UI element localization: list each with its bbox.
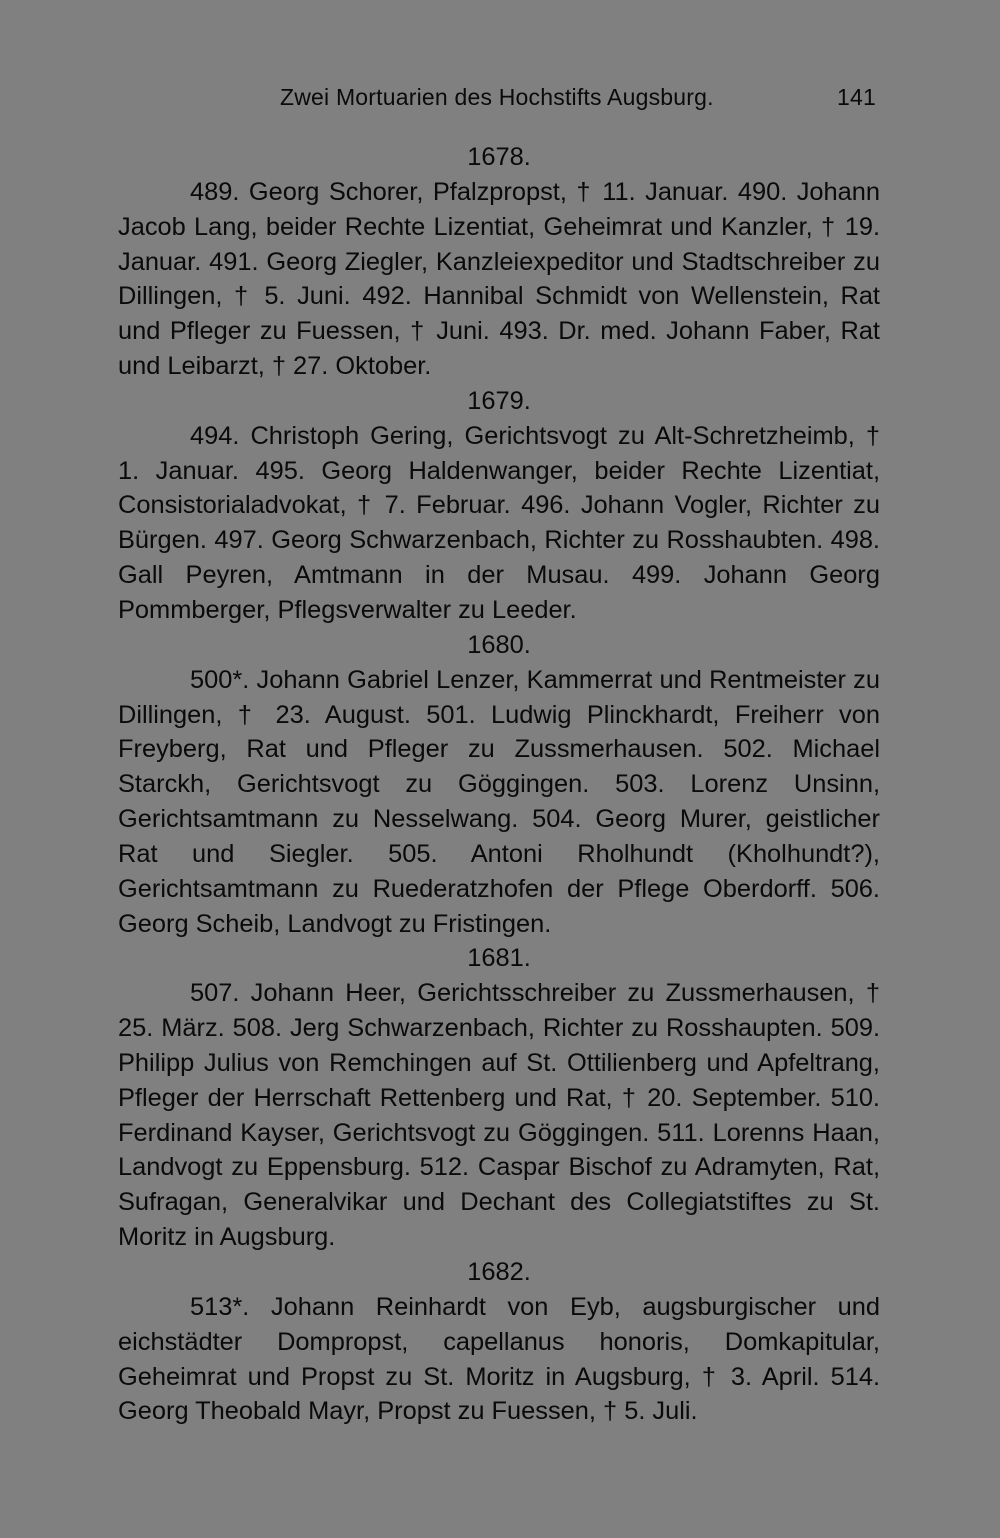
page-number: 141	[837, 84, 876, 110]
year-heading-1680: 1680.	[467, 630, 531, 659]
entry-paragraph-1678: 489. Georg Schorer, Pfalzpropst, † 11. Januar. 490. Johann Jacob Lang, beider Rechte Lizentiat, Geheimrat und Kanzler, † 19. Januar. 491. Georg Ziegler, Kanzleiexpeditor und Stadtschreiber zu Dillingen, † 5. Juni. 492. Hannibal Schmidt von Wellenstein, Rat und Pfleger zu Fuessen, † Juni. 493. Dr. med. Johann Faber, Rat und Leibarzt, † 27. Oktober.	[118, 177, 880, 381]
year-heading-1681: 1681.	[467, 944, 531, 973]
year-heading-1678: 1678.	[467, 143, 531, 171]
entry-paragraph-1682: 513*. Johann Reinhardt von Eyb, augsburgischer und eichstädter Dompropst, capellanus honoris, Domkapitular, Geheimrat und Propst zu St. Moritz in Augsburg, † 3. April. 514. Georg Theobald Mayr, Propst zu Fuessen, † 5. Juli.	[118, 1292, 880, 1426]
year-heading-1679: 1679.	[467, 386, 531, 415]
running-title: Zwei Mortuarien des Hochstifts Augsburg.	[280, 84, 714, 110]
year-heading-1682: 1682.	[467, 1258, 531, 1286]
entry-paragraph-1681: 507. Johann Heer, Gerichtsschreiber zu Zussmerhausen, † 25. März. 508. Jerg Schwarzenbach, Richter zu Rosshaupten. 509. Philipp Julius von Remchingen auf St. Ottilienberg und Apfeltrang, Pfleger der Herrschaft Rettenberg und Rat, † 20. September. 510. Ferdinand Kayser, Gerichtsvogt zu Göggingen. 511. Lorenns Haan, Landvogt zu Eppensburg. 512. Caspar Bischof zu Adramyten, Rat, Sufragan, Generalvikar und Dechant des Collegiatstiftes zu St. Moritz in Augsburg.	[118, 979, 880, 1252]
document-body	[118, 140, 880, 1429]
entry-paragraph-1680: 500*. Johann Gabriel Lenzer, Kammerrat und Rentmeister zu Dillingen, † 23. August. 501. Ludwig Plinckhardt, Freiherr von Freyberg, Rat und Pfleger zu Zussmerhausen. 502. Michael Starckh, Gerichtsvogt zu Göggingen. 503. Lorenz Unsinn, Gerichtsamtmann zu Nesselwang. 504. Georg Murer, geistlicher Rat und Siegler. 505. Antoni Rholhundt (Kholhundt?), Gerichtsamtmann zu Ruederatzhofen der Pflege Oberdorff. 506. Georg Scheib, Landvogt zu Fristingen.	[118, 665, 880, 938]
page-header	[118, 84, 880, 120]
entry-paragraph-1679: 494. Christoph Gering, Gerichtsvogt zu Alt-Schretzheimb, † 1. Januar. 495. Georg Haldenwanger, beider Rechte Lizentiat, Consistorialadvokat, † 7. Februar. 496. Johann Vogler, Richter zu Bürgen. 497. Georg Schwarzenbach, Richter zu Rosshaubten. 498. Gall Peyren, Amtmann in der Musau. 499. Johann Georg Pommberger, Pflegsverwalter zu Leeder.	[118, 421, 880, 624]
